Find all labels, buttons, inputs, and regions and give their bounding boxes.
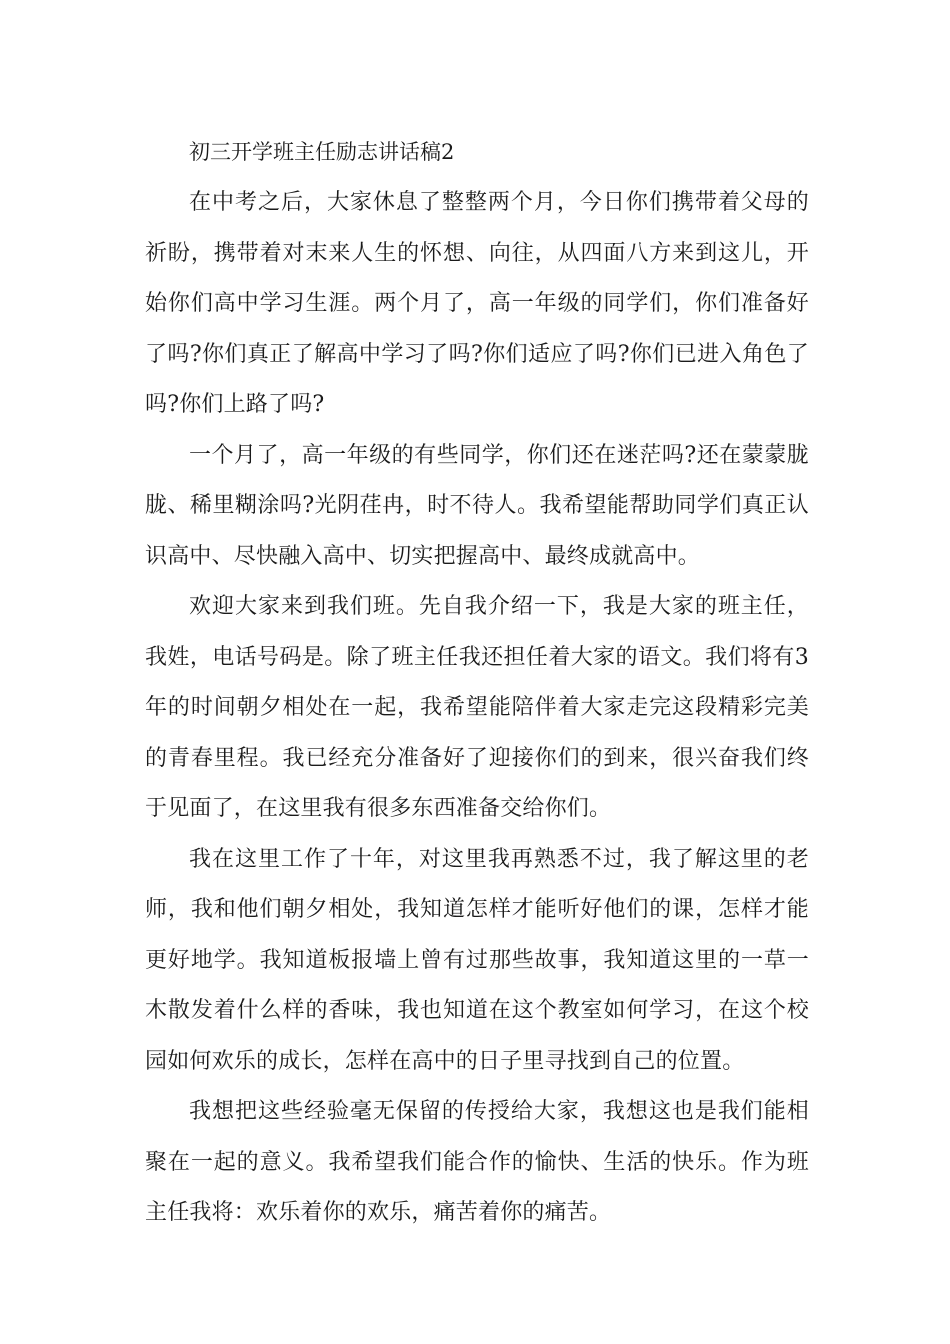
paragraph-1: 在中考之后，大家休息了整整两个月，今日你们携带着父母的祈盼，携带着对末来人生的怀想、向往，从四面八方来到这儿，开始你们高中学习生涯。两个月了，高一年级的同学们，你们准备好了吗?你们真正了解高中学习了吗?你们适应了吗?你们已进入角色了吗?你们上路了吗? <box>145 190 809 417</box>
document-title: 初三开学班主任励志讲话稿2 <box>189 140 455 164</box>
paragraph-3: 欢迎大家来到我们班。先自我介绍一下，我是大家的班主任，我姓，电话号码是。除了班主任我还担任着大家的语文。我们将有3年的时间朝夕相处在一起，我希望能陪伴着大家走完这段精彩完美的青春里程。我已经充分准备好了迎接你们的到来，很兴奋我们终于见面了，在这里我有很多东西准备交给你们。 <box>145 594 809 821</box>
paragraph-4: 我在这里工作了十年，对这里我再熟悉不过，我了解这里的老师，我和他们朝夕相处，我知道怎样才能听好他们的课，怎样才能更好地学。我知道板报墙上曾有过那些故事，我知道这里的一草一木散发着什么样的香味，我也知道在这个教室如何学习，在这个校园如何欢乐的成长，怎样在高中的日子里寻找到自己的位置。 <box>145 846 809 1074</box>
paragraph-5: 我想把这些经验毫无保留的传授给大家，我想这也是我们能相聚在一起的意义。我希望我们能合作的愉快、生活的快乐。作为班主任我将：欢乐着你的欢乐，痛苦着你的痛苦。 <box>145 1099 809 1225</box>
paragraph-2: 一个月了，高一年级的有些同学，你们还在迷茫吗?还在蒙蒙胧胧、稀里糊涂吗?光阴荏冉，时不待人。我希望能帮助同学们真正认识高中、尽快融入高中、切实把握高中、最终成就高中。 <box>145 442 809 569</box>
document-page <box>145 133 809 1239</box>
